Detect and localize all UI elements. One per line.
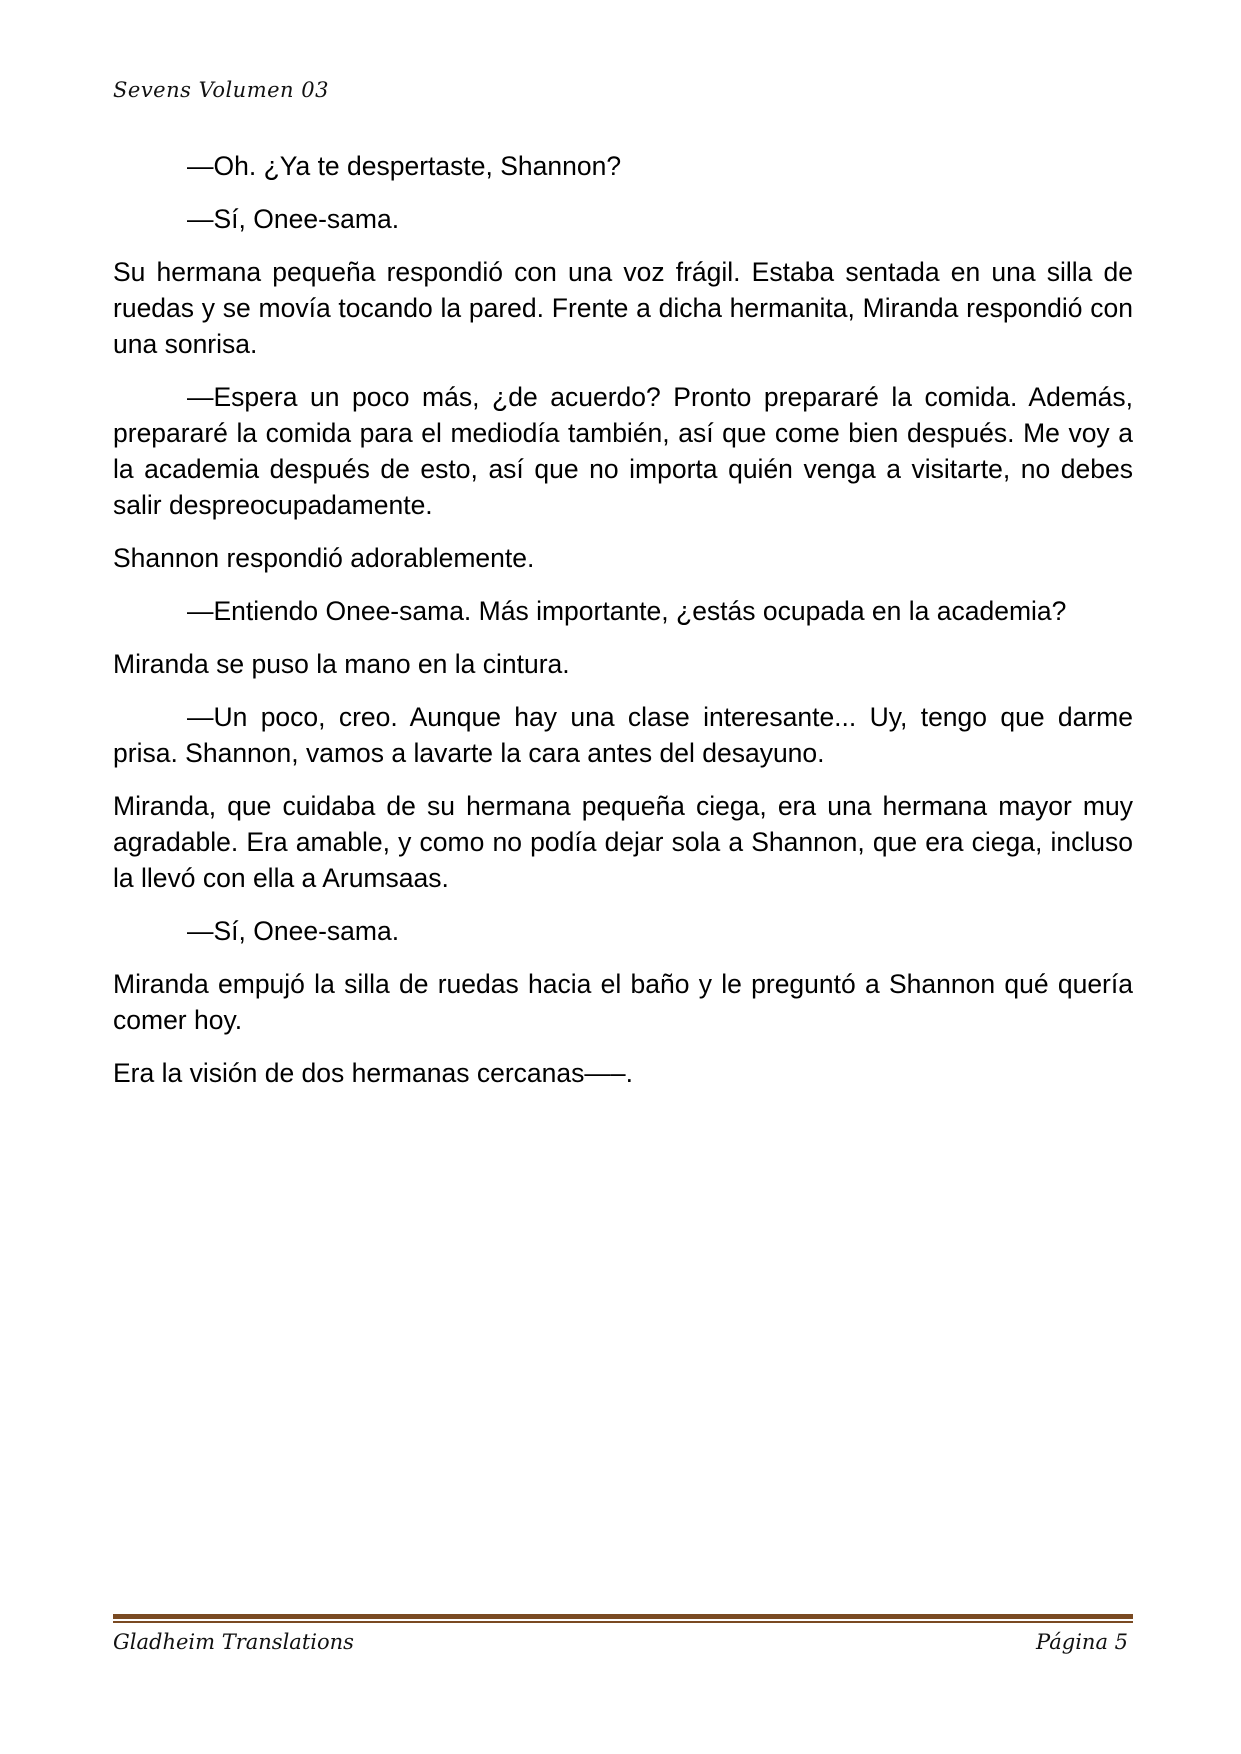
- paragraph: —Espera un poco más, ¿de acuerdo? Pronto prepararé la comida. Además, prepararé la comida para el mediodía también, así que come bien después. Me voy a la academia después de esto, así que no importa quién venga a visitarte, no debes salir despreocupadamente.: [113, 382, 1133, 520]
- paragraph: —Un poco, creo. Aunque hay una clase interesante... Uy, tengo que darme prisa. Shannon, vamos a lavarte la cara antes del desayuno.: [113, 702, 1133, 768]
- paragraph: Miranda empujó la silla de ruedas hacia el baño y le preguntó a Shannon qué quería comer hoy.: [113, 969, 1133, 1035]
- paragraph: Shannon respondió adorablemente.: [113, 543, 535, 573]
- paragraph: —Sí, Onee-sama.: [187, 204, 400, 234]
- footer-divider: [113, 1614, 1133, 1623]
- paragraph: Miranda, que cuidaba de su hermana pequeña ciega, era una hermana mayor muy agradable. Era amable, y como no podía dejar sola a Shannon, que era ciega, incluso la llevó con ella a Arumsaas.: [113, 791, 1133, 893]
- running-header: Sevens Volumen 03: [113, 78, 329, 102]
- footer-divider-thick: [113, 1614, 1133, 1619]
- body-text: [113, 148, 1133, 1108]
- paragraph: —Sí, Onee-sama.: [187, 916, 400, 946]
- footer-divider-thin: [113, 1621, 1133, 1623]
- paragraph: Su hermana pequeña respondió con una voz frágil. Estaba sentada en una silla de ruedas y se movía tocando la pared. Frente a dicha hermanita, Miranda respondió con una sonrisa.: [113, 257, 1133, 359]
- footer-credit: Gladheim Translations: [113, 1630, 354, 1654]
- paragraph: —Oh. ¿Ya te despertaste, Shannon?: [187, 151, 622, 181]
- paragraph: Era la visión de dos hermanas cercanas—–.: [113, 1058, 633, 1088]
- page-number: Página 5: [1036, 1630, 1128, 1654]
- paragraph: Miranda se puso la mano en la cintura.: [113, 649, 570, 679]
- paragraph: —Entiendo Onee-sama. Más importante, ¿estás ocupada en la academia?: [187, 596, 1067, 626]
